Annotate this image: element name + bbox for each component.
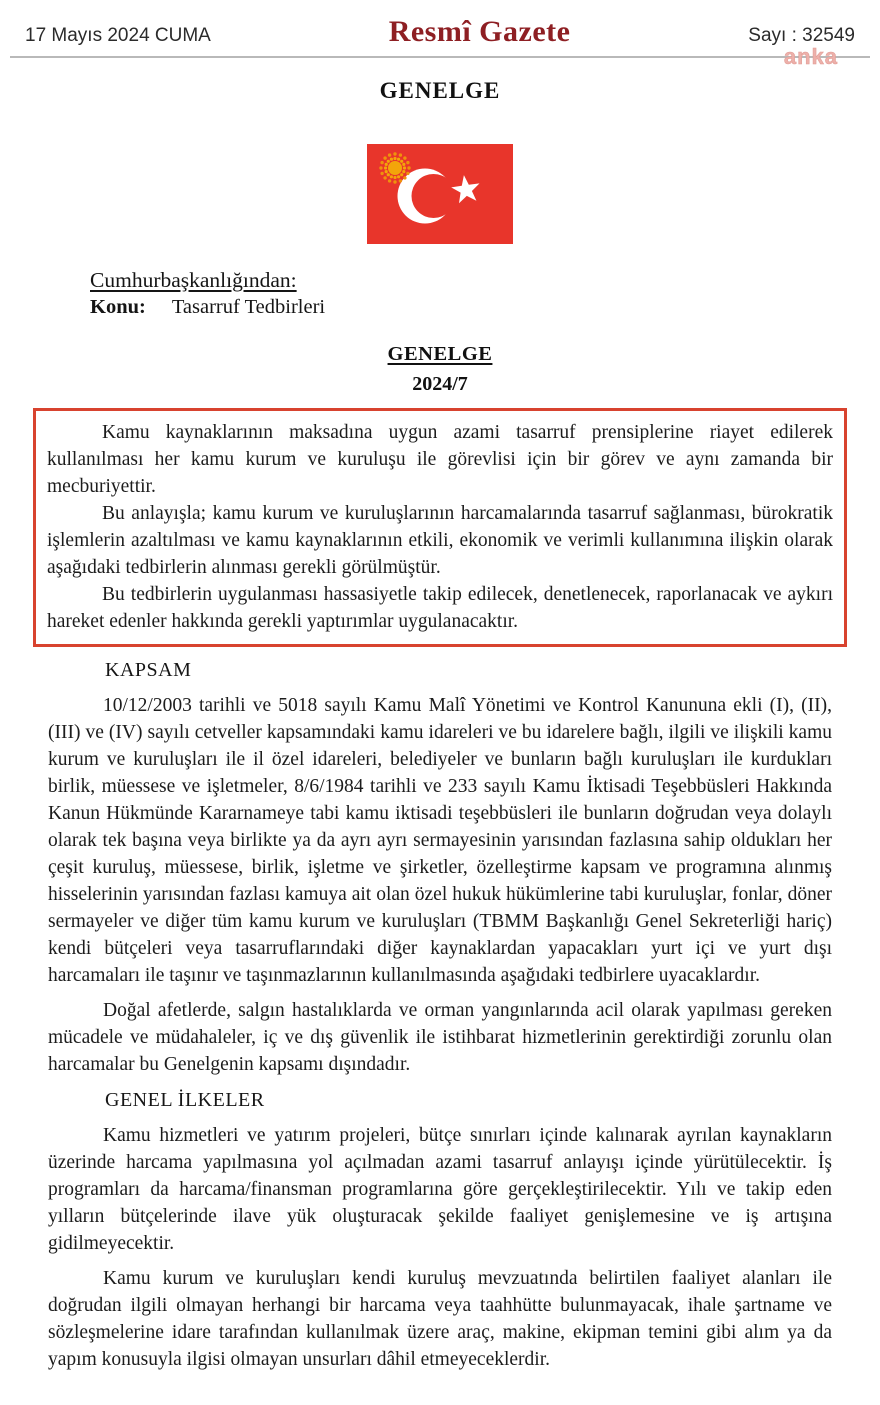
- circular-number: 2024/7: [412, 373, 468, 395]
- section-heading-genel-ilkeler: GENEL İLKELER: [105, 1089, 265, 1111]
- subject-label: Konu:: [90, 296, 146, 318]
- subject-value: Tasarruf Tedbirleri: [171, 296, 326, 318]
- highlighted-preamble-box: [33, 408, 847, 647]
- issuer-line: Cumhurbaşkanlığından:: [90, 268, 297, 292]
- body-paragraph: Kamu kurum ve kuruluşları kendi kuruluş mevzuatında belirtilen faaliyet alanları ile doğrudan ilgili olmayan herhangi bir harcama veya taahhütte bulunmayacak, ihale şartname ve sözleşmelerine idare tarafından kullanılmak üzere araç, makine, ekipman temini gibi alım ya da yapım konusuyla ilgisi olmayan unsurları dâhil etmeyeceklerdir.: [48, 1268, 832, 1370]
- gazette-issue-number: Sayı : 32549: [748, 25, 855, 46]
- section-genel-ilkeler: [0, 1089, 880, 1373]
- body-paragraph: Kamu kaynaklarının maksadına uygun azami tasarruf prensiplerine riayet edilerek kullanılması her kamu kurum ve kuruluşu ile görevlisi için bir görev ve aynı zamanda bir mecburiyettir.: [47, 422, 833, 497]
- body-paragraph: Bu tedbirlerin uygulanması hassasiyetle takip edilecek, denetlenecek, raporlanacak ve aykırı hareket edenler hakkında gerekli yaptırımlar uygulanacaktır.: [47, 584, 833, 632]
- gazette-date: 17 Mayıs 2024 CUMA: [25, 25, 211, 46]
- circular-heading: GENELGE: [387, 343, 493, 365]
- section-kapsam: [0, 659, 880, 1078]
- anka-watermark: anka: [783, 44, 838, 69]
- document-type-heading: GENELGE: [379, 78, 501, 103]
- body-paragraph: Kamu hizmetleri ve yatırım projeleri, bütçe sınırları içinde kalınarak ayrılan kaynakların üzerinde harcama yapılmasına yol açılmadan azami tasarruf anlayışı içinde yürütülecektir. İş programları da harcama/finansman programlarına göre gerçekleştirilecektir. Yılı ve takip eden yılların bütçelerinde ilave yük oluşturacak şekilde faaliyet genişlemesine ve iş artışına gidilmeyecektir.: [48, 1125, 832, 1254]
- section-heading-kapsam: KAPSAM: [105, 659, 192, 681]
- turkish-presidential-flag: [0, 144, 880, 249]
- masthead: [0, 0, 880, 49]
- flag-graphic: [367, 144, 513, 244]
- crescent-inner: [412, 174, 456, 218]
- subject-line: [90, 296, 832, 319]
- gazette-title: Resmî Gazete: [388, 15, 571, 48]
- body-paragraph: Bu anlayışla; kamu kurum ve kuruluşlarının harcamalarında tasarruf sağlanması, bürokratik işlemlerin azaltılması ve kamu kaynaklarının etkili, ekonomik ve verimli kullanımına ilişkin olarak aşağıdaki tedbirlerin alınması gerekli görülmüştür.: [47, 503, 833, 578]
- presidential-sun-emblem: [379, 152, 410, 183]
- body-paragraph: Doğal afetlerde, salgın hastalıklarda ve orman yangınlarında acil olarak yapılması gereken mücadele ve müdahaleler, iç ve dış güvenlik ile istihbarat hizmetlerinin gerektirdiği zorunlu olan harcamalar bu Genelgenin kapsamı dışındadır.: [48, 1000, 832, 1075]
- body-paragraph: 10/12/2003 tarihli ve 5018 sayılı Kamu Malî Yönetimi ve Kontrol Kanununa ekli (I), (II), (III) ve (IV) sayılı cetveller kapsamındaki kamu idareleri ve bu idarelere bağlı, ilgili ve ilişkili kamu kurum ve kuruluşları ile il özel idareleri, belediyeler ve bunların bağlı kuruluşları ile kurdukları birlik, müessese ve işletmeler, 8/6/1984 tarihli ve 233 sayılı Kamu İktisadi Teşebbüsleri Hakkında Kanun Hükmünde Kararnameye tabi kamu iktisadi teşebbüsleri ile bunların doğrudan veya dolaylı olarak tek başına veya birlikte ya da ayrı ayrı sermayesinin yarısından fazlasına sahip oldukları her çeşit kuruluş, müessese, birlik, işletme ve şirketler, özelleştirme kapsam ve programına alınmış hisselerinin yarısından fazlası kamuya ait olan özel hukuk hükümlerine tabi kuruluşlar, fonlar, döner sermayeler ve diğer tüm kamu kurum ve kuruluşları (TBMM Başkanlığı Genel Sekreterliği hariç) kendi bütçeleri veya tasarruflarındaki diğer kaynaklardan yapacakları yurt içi ve yurt dışı harcamaları ile taşınır ve taşınmazlarının kullanılmasında aşağıdaki tedbirlere uyacaklardır.: [48, 695, 832, 986]
- masthead-divider: [10, 56, 870, 58]
